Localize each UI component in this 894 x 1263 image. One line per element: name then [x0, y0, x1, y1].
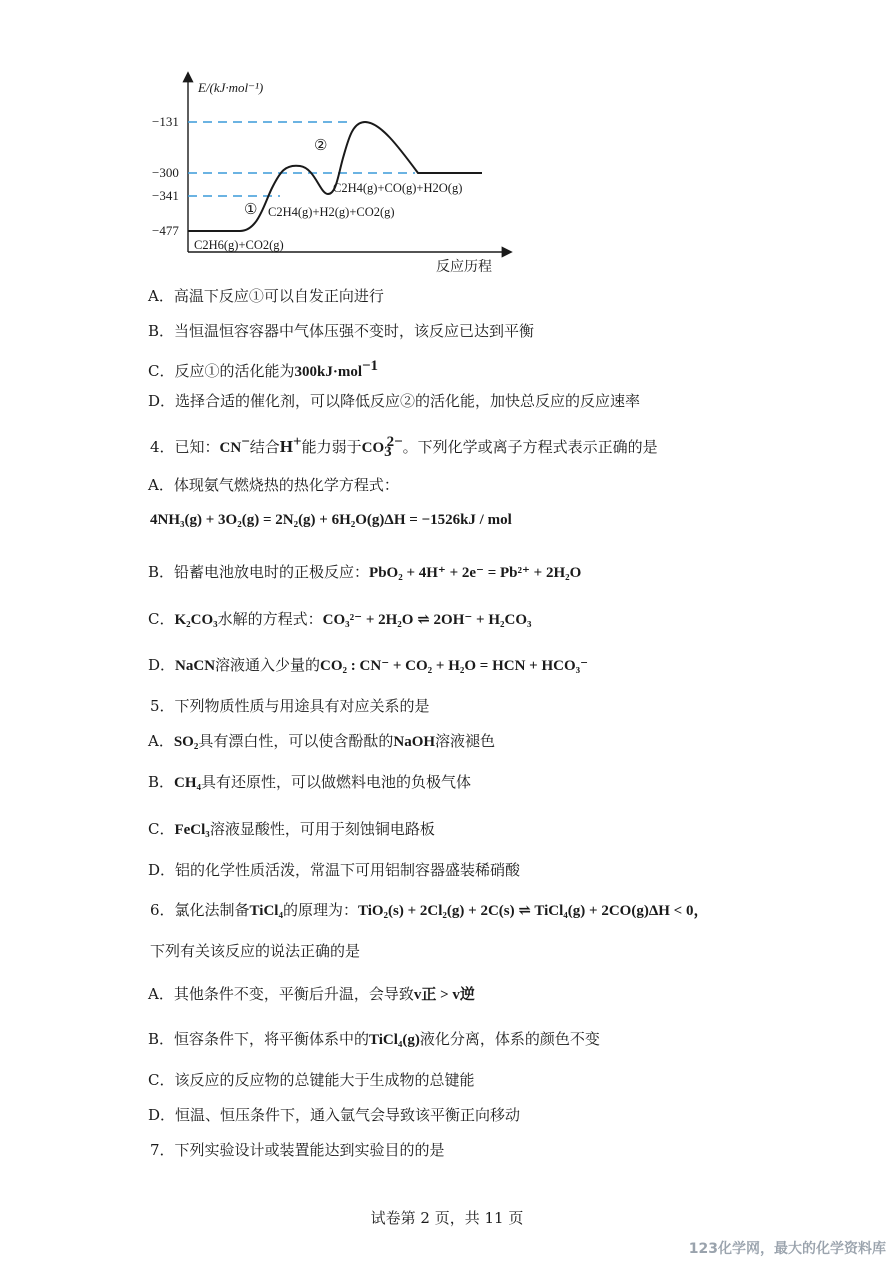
- q4-option-b-text: B．铅蓄电池放电时的正极反应：: [148, 563, 370, 581]
- q6-option-b-formula: TiCl₄(g): [369, 1032, 420, 1048]
- q3-option-c: [148, 356, 378, 382]
- q5-option-b: [148, 772, 471, 793]
- q6-option-a-equation: v正 > v逆: [413, 987, 475, 1003]
- tick-label: −341: [152, 188, 179, 203]
- q6-stem: [150, 900, 708, 921]
- q4-option-d-pre: D．: [148, 656, 176, 674]
- step-1-label: ①: [244, 202, 258, 218]
- q3-option-b: B．当恒温恒容容器中气体压强不变时，该反应已达到平衡: [148, 322, 535, 340]
- q6-option-b: [148, 1029, 600, 1050]
- q6-stem-equation: TiO₂(s) + 2Cl₂(g) + 2C(s) ⇌ TiCl₄(g) + 2CO(g)ΔH < 0，: [357, 903, 709, 919]
- q6-stem-formula: TiCl₄: [249, 903, 283, 919]
- q5-option-a-formula: SO₂: [173, 734, 199, 750]
- q4-option-a: A．体现氨气燃烧热的热化学方程式：: [148, 476, 399, 494]
- q5-option-b-text: 具有还原性，可以做燃料电池的负极气体: [201, 773, 472, 791]
- q5-option-c: [148, 819, 435, 840]
- q5-option-a: [148, 731, 495, 752]
- tick-label: −300: [152, 165, 179, 180]
- x-axis-label: 反应历程: [436, 260, 492, 275]
- q5-option-d: D．铝的化学性质活泼，常温下可用铝制容器盛装稀硝酸: [148, 861, 521, 879]
- q4-co3: CO: [361, 440, 385, 456]
- q4-option-b-equation: PbO₂ + 4H⁺ + 2e⁻ = Pb²⁺ + 2H₂O: [369, 565, 582, 581]
- q5-option-a-text2: 溶液褪色: [435, 732, 496, 750]
- q3-option-a: A．高温下反应①可以自发正向进行: [148, 287, 384, 305]
- species-label: C2H4(g)+CO(g)+H2O(g): [333, 181, 463, 195]
- q5-option-a-text: 具有漂白性，可以使含酚酞的: [198, 732, 394, 750]
- q6-option-a: [148, 984, 475, 1005]
- q7-stem: 7．下列实验设计或装置能达到实验目的的是: [150, 1141, 445, 1159]
- energy-profile-diagram: [140, 66, 520, 276]
- q4-stem: 4．已知：CN−结合H+能力弱于$CO_3^{2-}$。下列化学或离子方程式表示正确的是: [150, 434, 658, 460]
- species-label: C2H6(g)+CO2(g): [194, 238, 284, 252]
- q5-option-c-formula: FeCl₃: [174, 822, 210, 838]
- q5-option-a-pre: A．: [148, 732, 174, 750]
- q4-option-d: [148, 655, 588, 676]
- q6-stem-line2: 下列有关该反应的说法正确的是: [150, 942, 361, 960]
- q5-option-b-pre: B．: [148, 773, 175, 791]
- q3-option-c-text: C．反应①的活化能为: [148, 362, 295, 380]
- q4-option-d-text: 溶液通入少量的: [215, 656, 321, 674]
- q4-option-c-equation: CO₃²⁻ + 2H₂O ⇌ 2OH⁻ + H₂CO₃: [322, 612, 532, 628]
- q5-option-c-pre: C．: [148, 820, 175, 838]
- q5-option-b-formula: CH₄: [174, 775, 202, 791]
- q4-option-c-text: 水解的方程式：: [217, 610, 323, 628]
- q4-stem-post: 。下列化学或离子方程式表示正确的是: [402, 438, 658, 456]
- q4-option-d-equation: CO₂ : CN⁻ + CO₂ + H₂O = HCN + HCO₃⁻: [320, 658, 589, 674]
- q4-option-d-salt: NaCN: [175, 658, 216, 674]
- q4-stem-pre: 4．已知：: [150, 438, 220, 456]
- q6-option-c: C．该反应的反应物的总键能大于生成物的总键能: [148, 1071, 475, 1089]
- q5-option-a-formula2: NaOH: [393, 734, 436, 750]
- q5-option-c-text: 溶液显酸性，可用于刻蚀铜电路板: [209, 820, 435, 838]
- q4-h: H: [279, 437, 294, 456]
- tick-label: −477: [152, 223, 179, 238]
- q6-option-a-text: A．其他条件不变，平衡后升温，会导致: [148, 985, 414, 1003]
- q6-stem-pre: 6．氯化法制备: [150, 901, 250, 919]
- q4-option-c-salt: K₂CO₃: [174, 612, 218, 628]
- species-label: C2H4(g)+H2(g)+CO2(g): [268, 205, 395, 219]
- q3-option-c-exp: −1: [362, 358, 379, 374]
- q6-option-b-post: 液化分离，体系的颜色不变: [419, 1030, 600, 1048]
- q4-combine: 结合: [249, 438, 280, 456]
- q4-cn: CN: [219, 440, 242, 456]
- q4-option-c: [148, 609, 532, 630]
- step-2-label: ②: [314, 138, 328, 154]
- q3-option-c-value: 300kJ·mol: [294, 364, 362, 380]
- q4-weaker: 能力弱于: [301, 438, 362, 456]
- q3-option-d: D．选择合适的催化剂，可以降低反应②的活化能，加快总反应的反应速率: [148, 392, 641, 410]
- page-footer: 试卷第 2 页，共 11 页: [370, 1209, 524, 1227]
- q6-option-b-pre: B．恒容条件下，将平衡体系中的: [148, 1030, 370, 1048]
- tick-label: −131: [152, 114, 179, 129]
- q6-stem-mid: 的原理为：: [282, 901, 358, 919]
- y-axis-label: E/(kJ·mol⁻¹): [198, 80, 264, 95]
- q4-option-b: [148, 562, 581, 583]
- watermark: 123化学网，最大的化学资料库: [688, 1241, 886, 1257]
- q5-stem: 5．下列物质性质与用途具有对应关系的是: [150, 697, 430, 715]
- q4-option-a-equation: 4NH₃(g) + 3O₂(g) = 2N₂(g) + 6H₂O(g)ΔH = −1526kJ / mol: [150, 512, 512, 528]
- q4-option-c-pre: C．: [148, 610, 175, 628]
- q6-option-d: D．恒温、恒压条件下，通入氩气会导致该平衡正向移动: [148, 1106, 521, 1124]
